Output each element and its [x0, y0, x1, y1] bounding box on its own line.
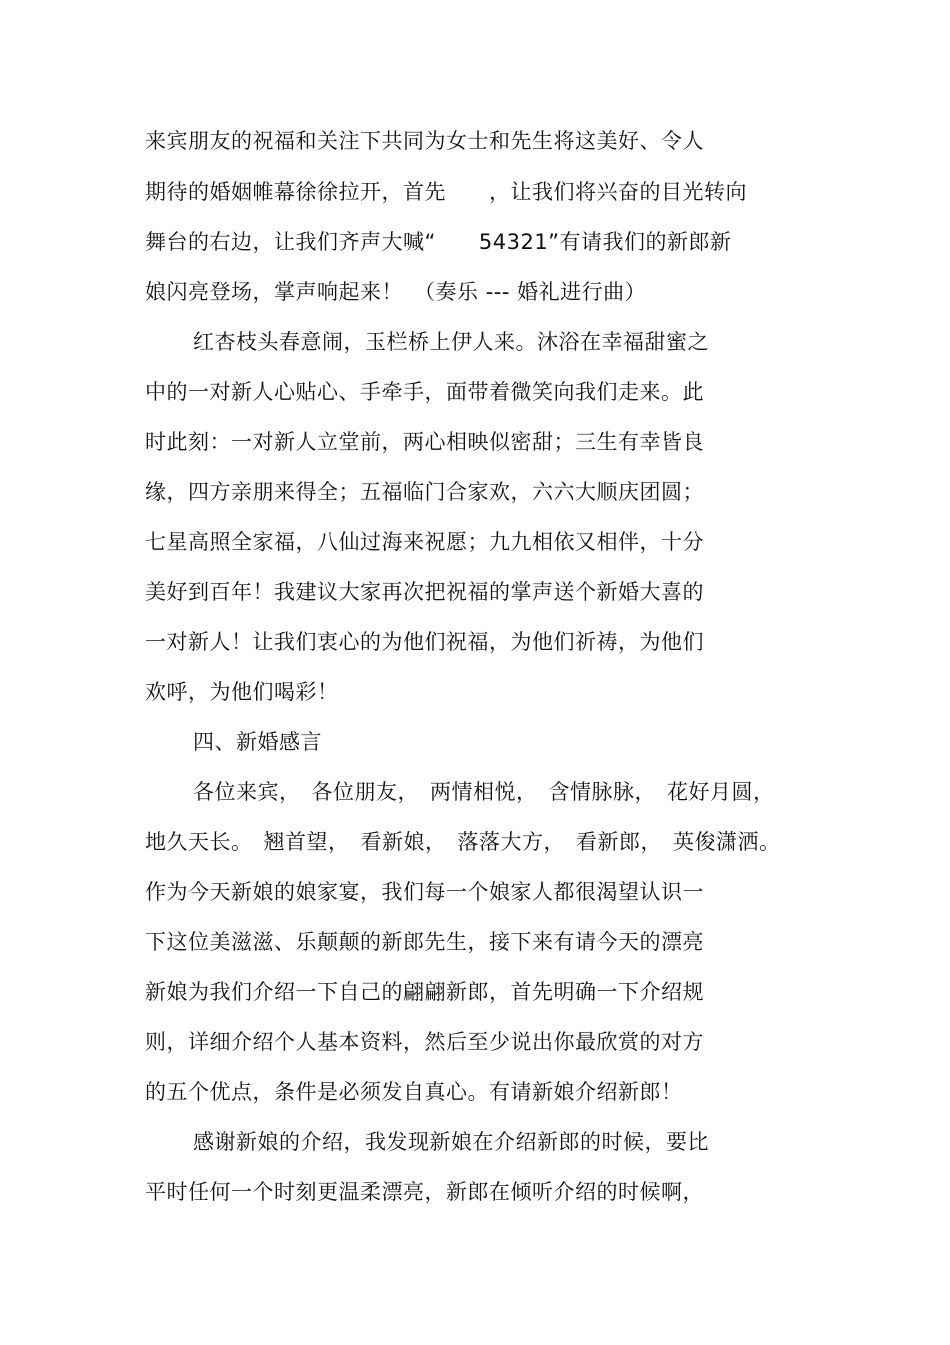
paragraph-line: 的五个优点，条件是必须发自真心。有请新娘介绍新郎！: [145, 1080, 683, 1104]
paragraph-line: 七星高照全家福，八仙过海来祝愿；九九相依又相伴，十分: [145, 530, 704, 554]
paragraph-line: 欢呼，为他们喝彩！: [145, 680, 339, 704]
paragraph-line: 美好到百年！我建议大家再次把祝福的掌声送个新婚大喜的: [145, 580, 704, 604]
paragraph-line: 作为今天新娘的娘家宴，我们每一个娘家人都很渴望认识一: [145, 880, 704, 904]
paragraph-line: 期待的婚姻帷幕徐徐拉开，首先 ，让我们将兴奋的目光转向: [145, 180, 747, 204]
paragraph-line: 地久天长。 翘首望， 看新娘， 落落大方， 看新郎， 英俊潇洒。: [145, 830, 781, 854]
paragraph-line: 红杏枝头春意闹，玉栏桥上伊人来。沐浴在幸福甜蜜之: [193, 330, 709, 354]
paragraph-line: 平时任何一个时刻更温柔漂亮，新郎在倾听介绍的时候啊，: [145, 1180, 704, 1204]
paragraph-line: 新娘为我们介绍一下自己的翩翩新郎，首先明确一下介绍规: [145, 980, 704, 1004]
paragraph-line: 一对新人！让我们衷心的为他们祝福，为他们祈祷，为他们: [145, 630, 704, 654]
paragraph-line: 各位来宾， 各位朋友， 两情相悦， 含情脉脉， 花好月圆，: [193, 780, 775, 804]
paragraph-line: 则，详细介绍个人基本资料，然后至少说出你最欣赏的对方: [145, 1030, 704, 1054]
paragraph-line: 感谢新娘的介绍，我发现新娘在介绍新郎的时候，要比: [193, 1130, 709, 1154]
paragraph-line: 缘，四方亲朋来得全；五福临门合家欢，六六大顺庆团圆；: [145, 480, 704, 504]
paragraph-line: 娘闪亮登场，掌声响起来！ （奏乐 --- 婚礼进行曲）: [145, 280, 647, 304]
section-heading: 四、新婚感言: [193, 730, 322, 754]
paragraph-line: 来宾朋友的祝福和关注下共同为女士和先生将这美好、令人: [145, 129, 704, 153]
paragraph-line: 舞台的右边，让我们齐声大喊“ 54321”有请我们的新郎新: [145, 230, 732, 254]
paragraph-line: 中的一对新人心贴心、手牵手，面带着微笑向我们走来。此: [145, 380, 704, 404]
paragraph-line: 时此刻：一对新人立堂前，两心相映似密甜；三生有幸皆良: [145, 430, 704, 454]
paragraph-line: 下这位美滋滋、乐颠颠的新郎先生，接下来有请今天的漂亮: [145, 930, 704, 954]
